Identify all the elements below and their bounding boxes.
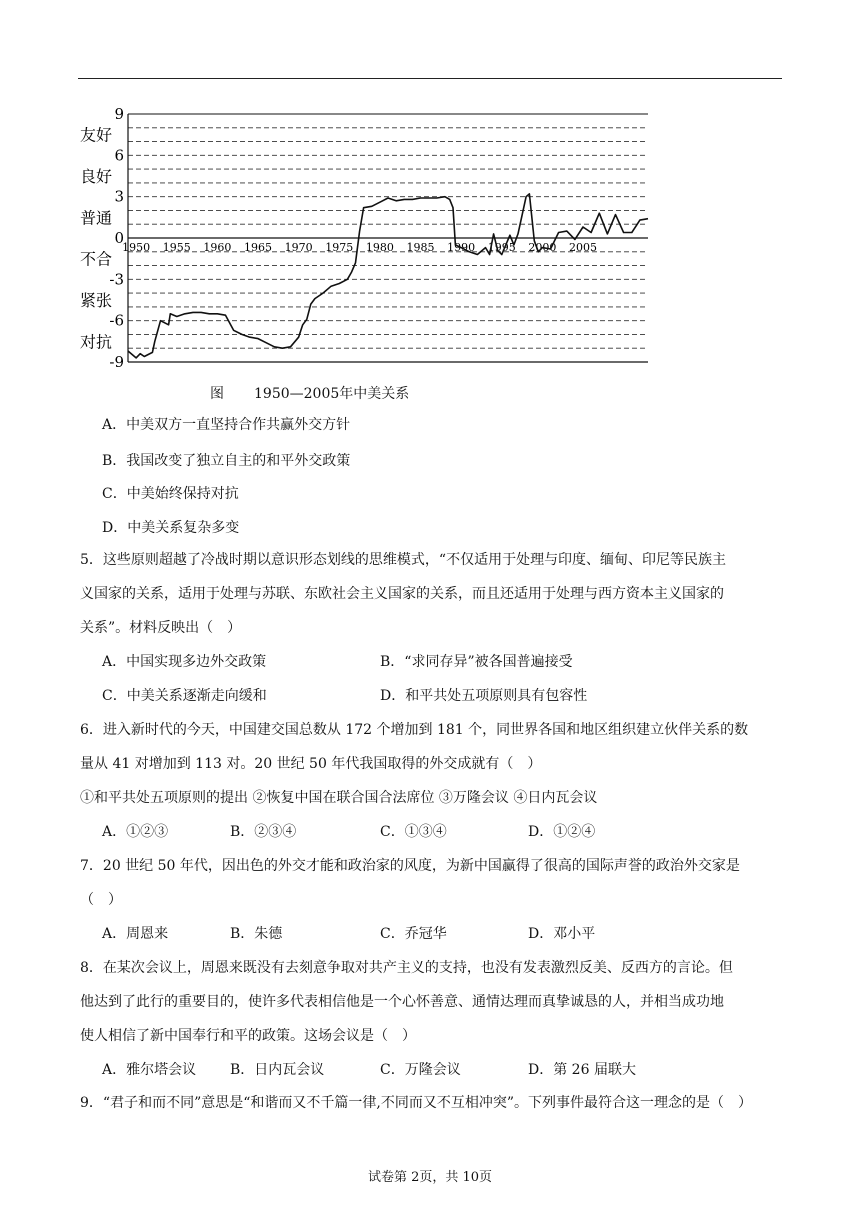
x-tick-label: 2000 (528, 241, 557, 254)
q5-stem-line-3: 关系”。材料反映出（ ） (80, 620, 242, 636)
x-tick-label: 2005 (569, 241, 597, 254)
chart-caption (210, 383, 409, 403)
y-category-label: 紧张 (80, 291, 113, 310)
header-rule (78, 78, 782, 79)
q6-option-c[interactable]: C．①③④ (380, 824, 447, 840)
x-tick-label: 1955 (162, 241, 191, 254)
y-tick-label: -3 (109, 270, 124, 289)
q8-option-c[interactable]: C．万隆会议 (380, 1062, 461, 1078)
q5-option-b[interactable]: B．“求同存异”被各国普遍接受 (380, 654, 573, 670)
x-tick-label: 1965 (244, 241, 272, 254)
q6-option-a[interactable]: A．①②③ (102, 824, 169, 840)
y-tick-label: 3 (114, 187, 124, 206)
q7-stem-line-2: （ ） (80, 892, 122, 908)
q7-option-b[interactable]: B．朱德 (230, 926, 283, 942)
q5-option-a[interactable]: A．中国实现多边外交政策 (102, 654, 267, 670)
q8-stem-line-3: 使人相信了新中国奉行和平的政策。这场会议是（ ） (80, 1028, 416, 1044)
q5-stem-line-1: 5．这些原则超越了冷战时期以意识形态划线的思维模式，“不仅适用于处理与印度、缅甸、印尼等民族主 (80, 552, 727, 568)
q8-stem-line-1: 8．在某次会议上，周恩来既没有去刻意争取对共产主义的支持，也没有发表激烈反美、反西方的言论。但 (80, 960, 733, 976)
y-tick-label: 0 (114, 229, 124, 247)
q4-option-c[interactable]: C．中美始终保持对抗 (102, 486, 239, 502)
q6-stem-line-1: 6．进入新时代的今天，中国建交国总数从 172 个增加到 181 个，同世界各国和地区组织建立伙伴关系的数 (80, 722, 749, 738)
y-tick-label: -9 (109, 353, 124, 371)
caption-prefix: 图 (210, 386, 224, 402)
q5-option-c[interactable]: C．中美关系逐渐走向缓和 (102, 688, 267, 704)
x-tick-label: 1990 (447, 241, 476, 254)
q7-option-d[interactable]: D．邓小平 (528, 926, 596, 942)
y-category-label: 不合 (80, 249, 113, 269)
q4-option-a[interactable]: A．中美双方一直坚持合作共赢外交方针 (102, 417, 351, 433)
q7-option-a[interactable]: A．周恩来 (102, 926, 169, 942)
q5-stem-line-2: 义国家的关系，适用于处理与苏联、东欧社会主义国家的关系，而且还适用于处理与西方资本主义国家的 (80, 586, 724, 602)
relations-series-line (128, 194, 648, 358)
q6-stem-line-3: ①和平共处五项原则的提出 ②恢复中国在联合国合法席位 ③万隆会议 ④日内瓦会议 (80, 790, 598, 806)
q8-option-a[interactable]: A．雅尔塔会议 (102, 1062, 197, 1078)
q4-option-d[interactable]: D．中美关系复杂多变 (102, 520, 240, 536)
q8-option-b[interactable]: B．日内瓦会议 (230, 1062, 325, 1078)
page-footer: 试卷第 2页，共 10页 (367, 1170, 493, 1185)
q6-stem-line-2: 量从 41 对增加到 113 对。20 世纪 50 年代我国取得的外交成就有（ ） (80, 756, 542, 772)
x-tick-label: 1985 (406, 241, 435, 254)
x-tick-label: 1995 (487, 241, 516, 254)
q7-stem-line-1: 7．20 世纪 50 年代，因出色的外交才能和政治家的风度，为新中国赢得了很高的国际声誉的政治外交家是 (80, 858, 740, 874)
us-china-relations-chart (78, 104, 658, 374)
x-tick-label: 1970 (284, 241, 313, 254)
q6-option-d[interactable]: D．①②④ (528, 824, 596, 840)
x-tick-label: 1980 (365, 241, 394, 254)
caption-text: 1950—2005年中美关系 (254, 386, 410, 402)
q8-stem-line-2: 他达到了此行的重要目的，使许多代表相信他是一个心怀善意、通情达理而真挚诚恳的人，并相当成功地 (80, 994, 724, 1010)
y-category-label: 对抗 (80, 332, 113, 352)
q8-option-d[interactable]: D．第 26 届联大 (528, 1062, 636, 1078)
y-tick-label: -6 (109, 311, 124, 330)
x-tick-label: 1960 (203, 241, 232, 254)
y-tick-label: 9 (114, 105, 124, 123)
y-tick-label: 6 (114, 146, 124, 165)
q9-stem-line-1: 9．“君子和而不同”意思是“和谐而又不千篇一律,不同而又不互相冲突”。下列事件最符合这一理念的是（ ） (80, 1095, 752, 1111)
q7-option-c[interactable]: C．乔冠华 (380, 926, 447, 942)
y-category-label: 良好 (80, 167, 113, 186)
y-category-label: 友好 (80, 125, 113, 145)
x-tick-label: 1950 (122, 241, 151, 254)
q4-option-b[interactable]: B．我国改变了独立自主的和平外交政策 (102, 453, 351, 469)
q6-option-b[interactable]: B．②③④ (230, 824, 297, 840)
q5-option-d[interactable]: D．和平共处五项原则具有包容性 (380, 688, 588, 704)
y-category-label: 普通 (80, 208, 113, 228)
x-tick-label: 1975 (325, 241, 354, 254)
